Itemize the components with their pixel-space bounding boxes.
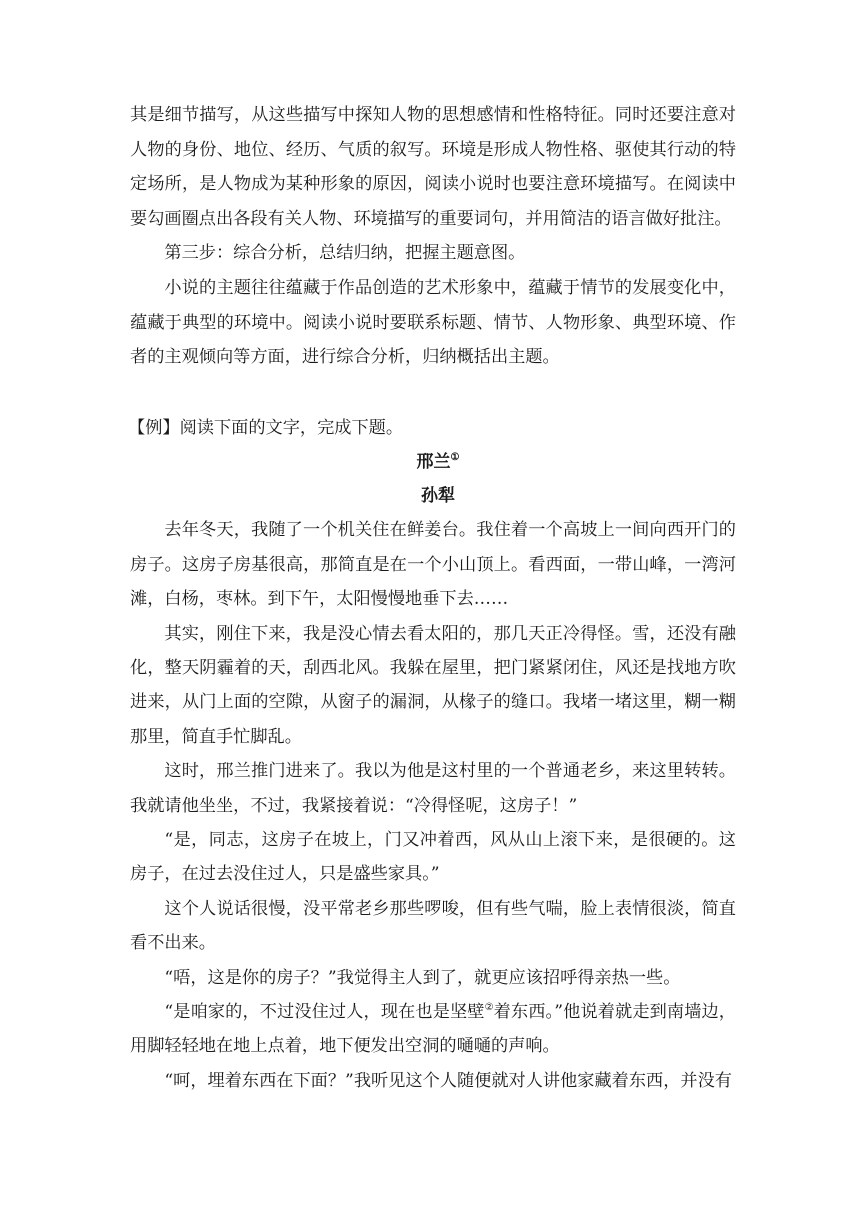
story-paragraph: “唔，这是你的房子？”我觉得主人到了，就更应该招呼得亲热一些。 [164,967,681,988]
example-line [128,411,736,446]
story-paragraph-7: “是咱家的，不过没住过人，现在也是坚壁②着东西。”他说着就走到南墙边，用脚轻轻地在地上点着，地下便发出空洞的嗵嗵的声响。 [130,1002,736,1057]
footnote-marker-2: ② [484,1002,494,1014]
story-paragraph: 其实，刚住下来，我是没心情去看太阳的，那几天正冷得怪。雪，还没有融化，整天阴霾着的天，刮西北风。我躲在屋里，把门紧紧闭住，风还是找地方吹进来，从门上面的空隙，从窗子的漏洞，从椽子的缝口。我堵一堵这里，糊一糊那里，简直手忙脚乱。 [130,623,736,747]
story-paragraph: 去年冬天，我随了一个机关住在鲜姜台。我住着一个高坡上一间向西开门的房子。这房子房基很高，那简直是在一个小山顶上。看西面，一带山峰，一湾河滩，白杨，枣林。到下午，太阳慢慢地垂下去…… [130,520,736,610]
story-body [130,513,736,1098]
story-paragraph: 这个人说话很慢，没平常老乡那些啰唆，但有些气喘，脸上表情很淡，简直看不出来。 [130,898,736,954]
story-author: 孙犁 [421,486,455,507]
story-paragraph: “是，同志，这房子在坡上，门又冲着西，风从山上滚下来，是很硬的。这房子，在过去没住过人，只是盛些家具。” [130,830,736,885]
story-title [140,445,736,479]
story-paragraph: 这时，邢兰推门进来了。我以为他是这村里的一个普通老乡，来这里转转。我就请他坐坐，不过，我紧接着说：“冷得怪呢，这房子！” [130,761,736,816]
section-gap [130,375,736,411]
footnote-marker-1: ① [450,452,460,464]
example-label: 【例】 [128,417,180,438]
story-title-text: 邢兰 [416,452,451,473]
guide-paragraph-3: 小说的主题往往蕴藏于作品创造的艺术形象中，蕴藏于情节的发展变化中，蕴藏于典型的环境中。阅读小说时要联系标题、情节、人物形象、典型环境、作者的主观倾向等方面，进行综合分析，归纳概括出主题。 [130,277,736,368]
step-three-heading: 第三步：综合分析，总结归纳，把握主题意图。 [164,243,526,264]
example-instruction: 阅读下面的文字，完成下题。 [179,417,404,438]
guide-paragraph-1: 其是细节描写，从这些描写中探知人物的思想感情和性格特征。同时还要注意对人物的身份、地位、经历、气质的叙写。环境是形成人物性格、驱使其行动的特定场所，是人物成为某种形象的原因，阅读小说时也要注意环境描写。在阅读中要勾画圈点出各段有关人物、环境描写的重要词句，并用简洁的语言做好批注。 [130,105,736,229]
story-paragraph-8: “呵，埋着东西在下面？”我听见这个人随便就对人讲他家藏着东西，并没有 [164,1070,732,1091]
